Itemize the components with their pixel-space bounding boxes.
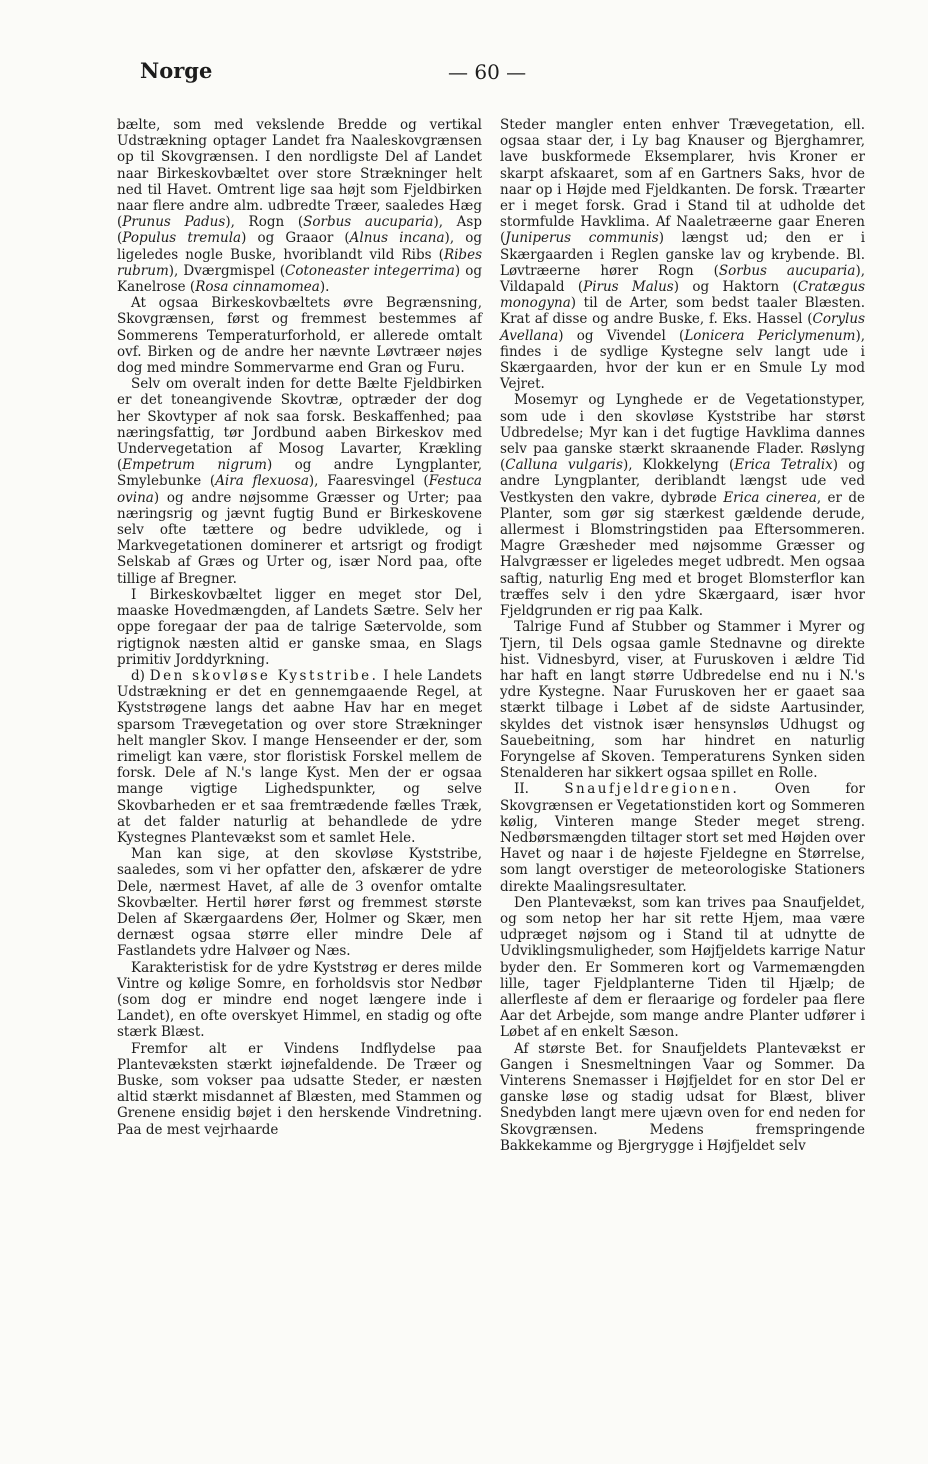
paragraph: Karakteristisk for de ydre Kyststrøg er deres milde Vintre og kølige Somre, en forholdsvis stor Nedbør (som dog er mindre end noget længere inde i Landet), en ofte overskyet Himmel, en stadig og ofte stærk Blæst. xyxy=(117,959,482,1041)
right-text-column xyxy=(500,117,865,1154)
paragraph: Selv om overalt inden for dette Bælte Fjeldbirken er det toneangivende Skovtræ, optræder der dog her Skovtyper af nok saa forsk. Beskaffenhed; paa næringsfattig, tør Jordbund aaben Birkeskov med Undervegetation af Mosog Lavarter, Krækling (Empetrum nigrum) og andre Lyngplanter, Smylebunke (Aira flexuosa), Faaresvingel (Festuca ovina) og andre nøjsomme Græsser og Urter; paa næringsrig og jævnt fugtig Bund er Birkeskovene selv ofte tættere og bedre udviklede, og i Markvegetationen dominerer et artsrigt og frodigt Selskab af Græs og Urter og, især Nord paa, ofte tillige af Bregner. xyxy=(117,376,483,587)
paragraph: bælte, som med vekslende Bredde og vertikal Udstrækning optager Landet fra Naaleskovgrænsen op til Skovgrænsen. I den nordligste Del af Landet naar Birkeskovbæltet over store Strækninger helt ned til Havet. Omtrent lige saa højt som Fjeldbirken naar flere andre alm. udbredte Træer, saaledes Hæg (Prunus Padus), Rogn (Sorbus aucuparia), Asp (Populus tremula) og Graaor (Alnus incana), og ligeledes nogle Buske, hvoriblandt vild Ribs (Ribes rubrum), Dværgmispel (Cotoneaster integerrima) og Kanelrose (Rosa cinnamomea). xyxy=(117,117,482,296)
page-number: — 60 — xyxy=(448,60,527,84)
paragraph: Mosemyr og Lynghede er de Vegetationstyper, som ude i den skovløse Kyststribe har størst Udbredelse; Myr kan i det fugtige Havklima dannes selv paa ganske stærkt skraanende Flader. Røslyng (Calluna vulgaris), Klokkelyng (Erica Tetralix) og andre Lyngplanter, deriblandt længst ude ved Vestkysten den vakre, dybrøde Erica cinerea, er de Planter, som gør sig stærkest gældende derude, allermest i Blomstringstiden paa Eftersommeren. Magre Græsheder med nøjsomme Græsser og Halvgræsser er ligeledes meget udbredt. Men ogsaa saftig, naturlig Eng med et broget Blomsterflor kan træffes selv i den ydre Skærgaard, især hvor Fjeldgrunden er rig paa Kalk. xyxy=(500,392,865,620)
running-header-country: Norge xyxy=(140,58,213,83)
left-text-column xyxy=(117,117,482,1138)
paragraph: Talrige Fund af Stubber og Stammer i Myrer og Tjern, til Dels ogsaa gamle Stednavne og direkte hist. Vidnesbyrd, viser, at Furuskoven i ældre Tid har haft en langt større Udbredelse end nu i N.'s ydre Kystegne. Naar Furuskoven her er gaaet saa stærkt tilbage i Løbet af de sidste Aartusinder, skyldes det vistnok især hensynsløs Udhugst og Sauebeitning, som har hindret en naturlig Foryngelse af Skoven. Temperaturens Synken siden Stenalderen har sikkert ogsaa spillet en Rolle. xyxy=(500,619,865,782)
paragraph: Den Plantevækst, som kan trives paa Snaufjeldet, og som netop her har sit rette Hjem, maa være udpræget nøjsom og i Stand til at udnytte de Udviklingsmuligheder, som Højfjeldets karrige Natur byder den. Er Sommeren kort og Varmemængden lille, tager Fjeldplanterne Tiden til Hjælp; de allerfleste af dem er fleraarige og fordeler paa flere Aar det Arbejde, som mange andre Planter udfører i Løbet af en enkelt Sæson. xyxy=(500,894,865,1041)
paragraph: Fremfor alt er Vindens Indflydelse paa Plantevæksten stærkt iøjnefaldende. De Træer og Buske, som vokser paa udsatte Steder, er næsten altid stærkt misdannet af Blæsten, med Stammen og Grenene ensidig bøjet i den herskende Vindretning. Paa de mest vejrhaarde xyxy=(117,1040,482,1138)
paragraph: II. Snaufjeldregionen. Oven for Skovgrænsen er Vegetationstiden kort og Sommeren kølig, Vinteren mange Steder meget streng. Nedbørsmængden tiltager stort set med Højden over Havet og naar i de højeste Fjeldegne en Størrelse, som langt overstiger de meteorologiske Stationers direkte Maalingsresultater. xyxy=(500,781,865,895)
paragraph: Steder mangler enten enhver Trævegetation, ell. ogsaa staar der, i Ly bag Knauser og Bjerghamrer, lave buskformede Eksemplarer, hvis Kroner er skarpt afskaaret, som af en Gartners Saks, hvor de naar op i Højde med Fjeldkanten. De forsk. Træarter er i meget forsk. Grad i Stand til at udholde det stormfulde Havklima. Af Naaletræerne gaar Eneren (Juniperus communis) længst ud; den er i Skærgaarden i Reglen ganske lav og krybende. Bl. Løvtræerne hører Rogn (Sorbus aucuparia), Vildapald (Pirus Malus) og Haktorn (Cratægus monogyna) til de Arter, som bedst taaler Blæsten. Krat af disse og andre Buske, f. Eks. Hassel (Corylus Avellana) og Vivendel (Lonicera Periclymenum), findes i de sydlige Kystegne selv langt ude i Skærgaarden, hvor der kun er en Smule Ly mod Vejret. xyxy=(500,117,866,393)
paragraph: d) Den skovløse Kyststribe. I hele Landets Udstrækning er det en gennemgaaende Regel, at Kyststrøgene langs det aabne Hav har en meget sparsom Trævegetation og over store Strækninger helt mangler Skov. I mange Henseender er der, som rimeligt kan være, stor floristisk Forskel mellem de forsk. Dele af N.'s lange Kyst. Men der er ogsaa mange vigtige Lighedspunkter, og selve Skovbarheden er et saa fremtrædende fælles Træk, at det falder naturlig at behandlede de ydre Kystegnes Plantevækst som et samlet Hele. xyxy=(117,667,483,846)
paragraph: At ogsaa Birkeskovbæltets øvre Begrænsning, Skovgrænsen, først og fremmest bestemmes af Sommerens Temperaturforhold, er allerede omtalt ovf. Birken og de andre her nævnte Løvtræer nøjes dog med mindre Sommervarme end Gran og Furu. xyxy=(117,295,482,377)
paragraph: Af største Bet. for Snaufjeldets Plantevækst er Gangen i Snesmeltningen Vaar og Sommer. Da Vinterens Snemasser i Højfjeldet for en stor Del er ganske løse og stadig udsat for Blæst, bliver Snedybden langt mere ujævn oven for end neden for Skovgrænsen. Medens fremspringende Bakkekamme og Bjergrygge i Højfjeldet selv xyxy=(500,1040,865,1154)
paragraph: Man kan sige, at den skovløse Kyststribe, saaledes, som vi her opfatter den, afskærer de ydre Dele, nærmest Havet, af alle de 3 ovenfor omtalte Skovbælter. Hertil hører først og fremmest største Delen af Skærgaardens Øer, Holmer og Skær, men dernæst ogsaa større eller mindre Dele af Fastlandets ydre Halvøer og Næs. xyxy=(117,846,482,960)
paragraph: I Birkeskovbæltet ligger en meget stor Del, maaske Hovedmængden, af Landets Sætre. Selv her oppe foregaar der paa de talrige Sætervolde, som rigtignok næsten altid er ganske smaa, en Slags primitiv Jorddyrkning. xyxy=(117,586,482,668)
